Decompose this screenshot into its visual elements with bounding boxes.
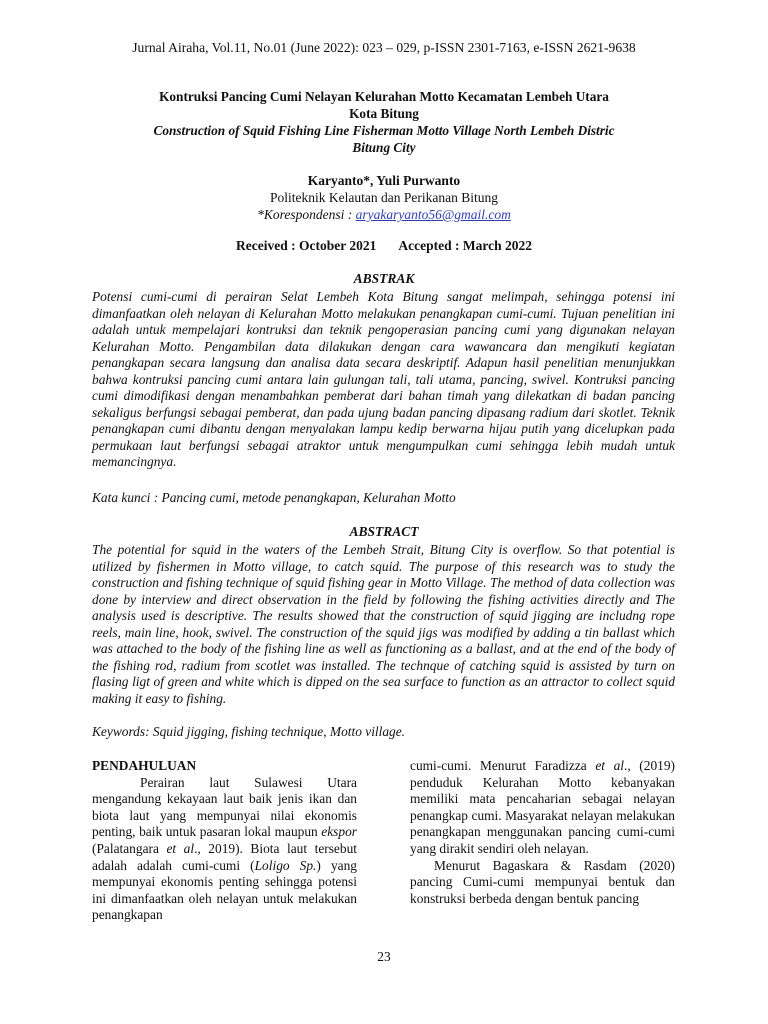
text-run: cumi-cumi. Menurut Faradizza [410, 758, 596, 773]
text-run: Perairan laut Sulawesi Utara mengandung kekayaan laut baik jenis ikan dan biota laut yang mempunyai nilai ekonomis penting, baik untuk pasaran lokal maupun [92, 774, 357, 840]
text-run-italic: et al [166, 840, 195, 856]
journal-header: Jurnal Airaha, Vol.11, No.01 (June 2022): 023 – 029, p-ISSN 2301-7163, e-ISSN 2621-9638 [132, 40, 636, 55]
text-run: ) yang mempunyai ekonomis penting sehingga potensi ini dimanfaatkan oleh nelayan untuk melakukan penangkapan [92, 857, 357, 923]
title-english-line2: Bitung City [352, 140, 416, 155]
abstract-heading: ABSTRACT [349, 524, 419, 539]
right-column [410, 758, 675, 907]
abstrak-paragraph: Potensi cumi-cumi di perairan Selat Lembeh Kota Bitung sangat melimpah, sehingga potensi ini dimanfaatkan oleh nelayan di Kelurahan Motto melakukan penangkapan cumi-cumi. Tujuan penelitian ini adalah untuk mempelajari kontruksi dan teknik pengoperasian pancing cumi yang digunakan nelayan Kelurahan Motto. Pengambilan data dilakukan dengan cara wawancara dan mengikuti kegiatan penangkapan secara langsung dan analisa data secara deskriptif. Adapun hasil penelitian menunjukkan bahwa kontruksi pancing cumi antara lain gulungan tali, tali utama, pancing, swivel. Kontruksi pancing cumi dimodifikasi dengan menambahkan pemberat dari bahan timah yang dilekatkan di badan pancing sekaligus berfungsi sebagai pemberat, dan pada ujung badan pancing dipasang radium dari skotlet. Teknik penangkapan cumi dibantu dengan menyalakan lampu kedip berwarna hijau putih yang dicelupkan pada permukaan laut berfungsi sebagai atraktor untuk mengumpulkan cumi sehingga lebih mudah untuk memancingnya. [92, 289, 675, 469]
text-run-italic: et al [595, 758, 624, 773]
correspondence [100, 206, 668, 223]
title-indonesian-line1: Kontruksi Pancing Cumi Nelayan Kelurahan Motto Kecamatan Lembeh Utara [159, 89, 609, 104]
left-column [92, 758, 357, 924]
title-block [100, 88, 668, 156]
right-paragraph-2: Menurut Bagaskara & Rasdam (2020) pancing Cumi-cumi mempunyai bentuk dan konstruksi berbeda dengan bentuk pancing [410, 857, 675, 906]
correspondence-label: *Korespondensi : [257, 207, 356, 222]
abstrak-keywords: Kata kunci : Pancing cumi, metode penangkapan, Kelurahan Motto [92, 490, 456, 505]
abstract-keywords: Keywords: Squid jigging, fishing technique, Motto village. [92, 724, 406, 739]
dates-line [0, 238, 768, 254]
title-english-line1: Construction of Squid Fishing Line Fisherman Motto Village North Lembeh Distric [153, 123, 615, 138]
pendahuluan-heading: PENDAHULUAN [92, 758, 197, 773]
text-run: (Palatangara [92, 840, 167, 856]
text-run-italic: Loligo Sp. [254, 857, 317, 873]
received-date: Received : October 2021 [236, 238, 377, 253]
abstrak-body [92, 289, 675, 471]
left-paragraph [92, 775, 357, 924]
author-names: Karyanto*, Yuli Purwanto [307, 173, 461, 188]
text-run: ., (2019) penduduk Kelurahan Motto kebanyakan memiliki mata pencaharian sebagai nelayan penangkap cumi. Masyarakat nelayan melakukan penangkapan menggunakan pancing cumi-cumi yang dirakit sendiri oleh nelayan. [410, 758, 675, 856]
right-paragraph-1 [410, 758, 675, 858]
accepted-date: Accepted : March 2022 [398, 238, 532, 253]
abstrak-heading: ABSTRAK [353, 271, 415, 286]
email-link[interactable]: aryakaryanto56@gmail.com [355, 207, 511, 222]
abstract-paragraph: The potential for squid in the waters of the Lembeh Strait, Bitung City is overflow. So that potential is utilized by fishermen in Motto village, to catch squid. The purpose of this research was to study the construction and fishing technique of squid fishing gear in Motto Village. The method of data collection was done by interview and direct observation in the field by following the fishing activities directly and The analysis used is descriptive. The results showed that the construction of squid jigging are includng rope reels, main line, hook, swivel. The construction of the squid jigs was modified by adding a tin ballast which was attached to the body of the fishing line as well as functioning as a ballast, and at the end of the body of the fishing rod, radium from scotlet was installed. The technque of catching squid is assisted by turn on flasing ligt of green and white which is dipped on the sea surface to function as an attractor to collect squid making it easy to fishing. [92, 542, 675, 706]
authors-block [100, 172, 668, 223]
title-indonesian-line2: Kota Bitung [349, 106, 419, 121]
abstract-body [92, 542, 675, 707]
text-run-italic: ekspor [321, 824, 357, 840]
text-run: ., 2019). Biota laut tersebut adalah adalah cumi-cumi ( [92, 840, 357, 873]
page-number: 23 [377, 949, 391, 964]
affiliation: Politeknik Kelautan dan Perikanan Bitung [270, 190, 498, 205]
